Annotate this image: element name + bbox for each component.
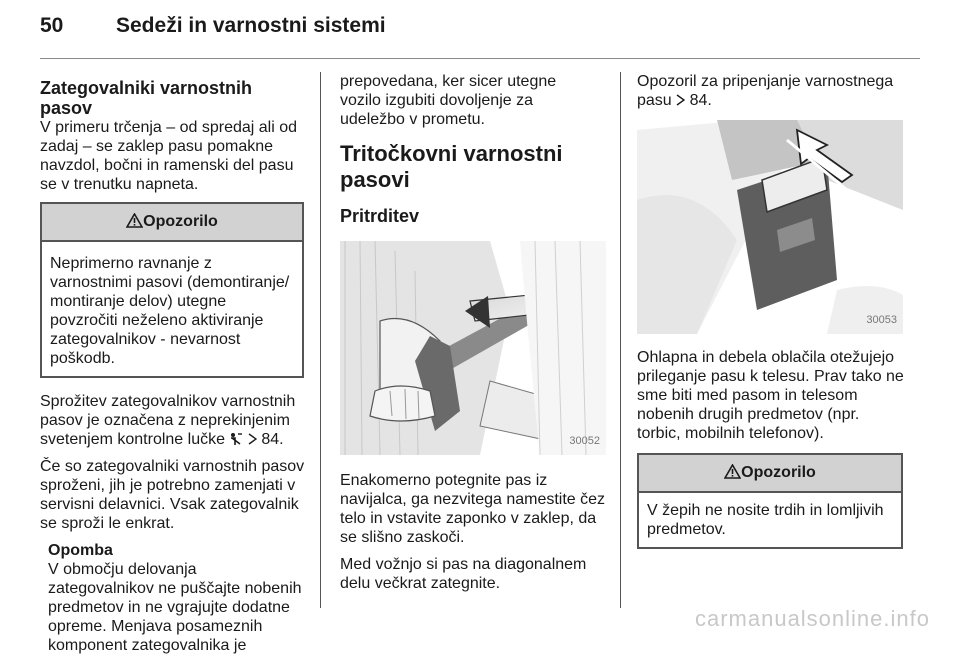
clothing-paragraph: Ohlapna in debela oblačila otežujejo prileganje pasu k telesu. Prav tako ne sme biti med pasom in telesom nobenih drugih predmetov (npr. torbic, mobilnih telefonov). (637, 349, 904, 442)
warning-header (42, 204, 302, 242)
warning-header (639, 455, 901, 493)
continued-paragraph: prepovedana, ker sicer utegne vozilo izgubiti dovoljenje za udeležbo v prometu. (340, 73, 557, 128)
figure-code: 30053 (866, 314, 897, 326)
page-number: 50 (40, 14, 64, 37)
column-divider (620, 72, 621, 608)
section-heading-three-point-belts: Tritočkovni varnostni pasovi (340, 141, 563, 192)
reminder-paragraph (637, 72, 903, 110)
column-1 (40, 72, 304, 655)
indicator-text: Sprožitev zategovalnikov varnostnih pasov je označena z neprekinjenim svetenjem kontrolne lučke (40, 393, 296, 448)
page-reference-icon (676, 94, 685, 106)
warning-text: V žepih ne nosite trdih in lomljivih predmetov. (647, 502, 884, 538)
figure-code: 30052 (569, 435, 600, 447)
column-divider (320, 72, 321, 608)
page-title: Sedeži in varnostni sistemi (116, 14, 386, 37)
seatbelt-buckle-illustration (637, 120, 903, 334)
seatbelt-buckle-drawing (637, 120, 903, 334)
warning-title: Opozorilo (143, 213, 218, 230)
seatbelt-fastening-illustration (340, 241, 606, 455)
seatbelt-fastening-drawing (340, 241, 606, 455)
section-heading: Zategovalniki varnostnih pasov (40, 78, 253, 118)
page-reference: 84. (689, 92, 712, 109)
warning-triangle-icon (126, 213, 143, 228)
column-2 (340, 72, 606, 601)
replacement-paragraph: Če so zategovalniki varnostnih pasov sproženi, jih je potrebno zamenjati v servisni delavnici. Vsak zategovalnik se sproži le enkrat. (40, 458, 305, 532)
tighten-paragraph: Med vožnjo si pas na diagonalnem delu večkrat zategnite. (340, 556, 587, 592)
note-title: Opomba (48, 542, 113, 559)
reminder-text: Opozoril za pripenjanje varnostnega pasu (637, 73, 894, 109)
warning-box (637, 453, 903, 549)
warning-text: Neprimerno ravnanje z varnostnimi pasovi (demontiranje/ montiranje delov) utegne povzročiti neželeno aktiviranje zategovalnikov - nevarnost poškodb. (50, 255, 290, 367)
warning-title: Opozorilo (741, 464, 816, 481)
page-reference-icon (248, 433, 257, 445)
note-text: V območju delovanja zategovalnikov ne puščajte nobenih predmetov in ne vgrajujte dodatne opreme. Menjava posameznih komponent zategovalnika je (48, 561, 302, 654)
header-rule (40, 58, 920, 59)
subheading-fastening: Pritrditev (340, 206, 420, 226)
page-header (40, 12, 920, 52)
fastening-paragraph: Enakomerno potegnite pas iz navijalca, ga nezvitega namestite čez telo in vstavite zaponko v zaklep, da se slišno zaskoči. (340, 472, 606, 546)
indicator-paragraph (40, 392, 304, 449)
note-block (40, 541, 304, 655)
watermark: carmanualsonline.info (694, 606, 930, 631)
warning-triangle-icon (724, 464, 741, 479)
seatbelt-tensioner-icon (229, 432, 243, 446)
intro-paragraph: V primeru trčenja – od spredaj ali od zadaj – se zaklep pasu pomakne navzdol, bočni in ramenski del pasu se v trenutku napneta. (40, 119, 298, 193)
warning-box (40, 202, 304, 378)
page-reference: 84. (261, 431, 284, 448)
column-3 (637, 72, 903, 563)
